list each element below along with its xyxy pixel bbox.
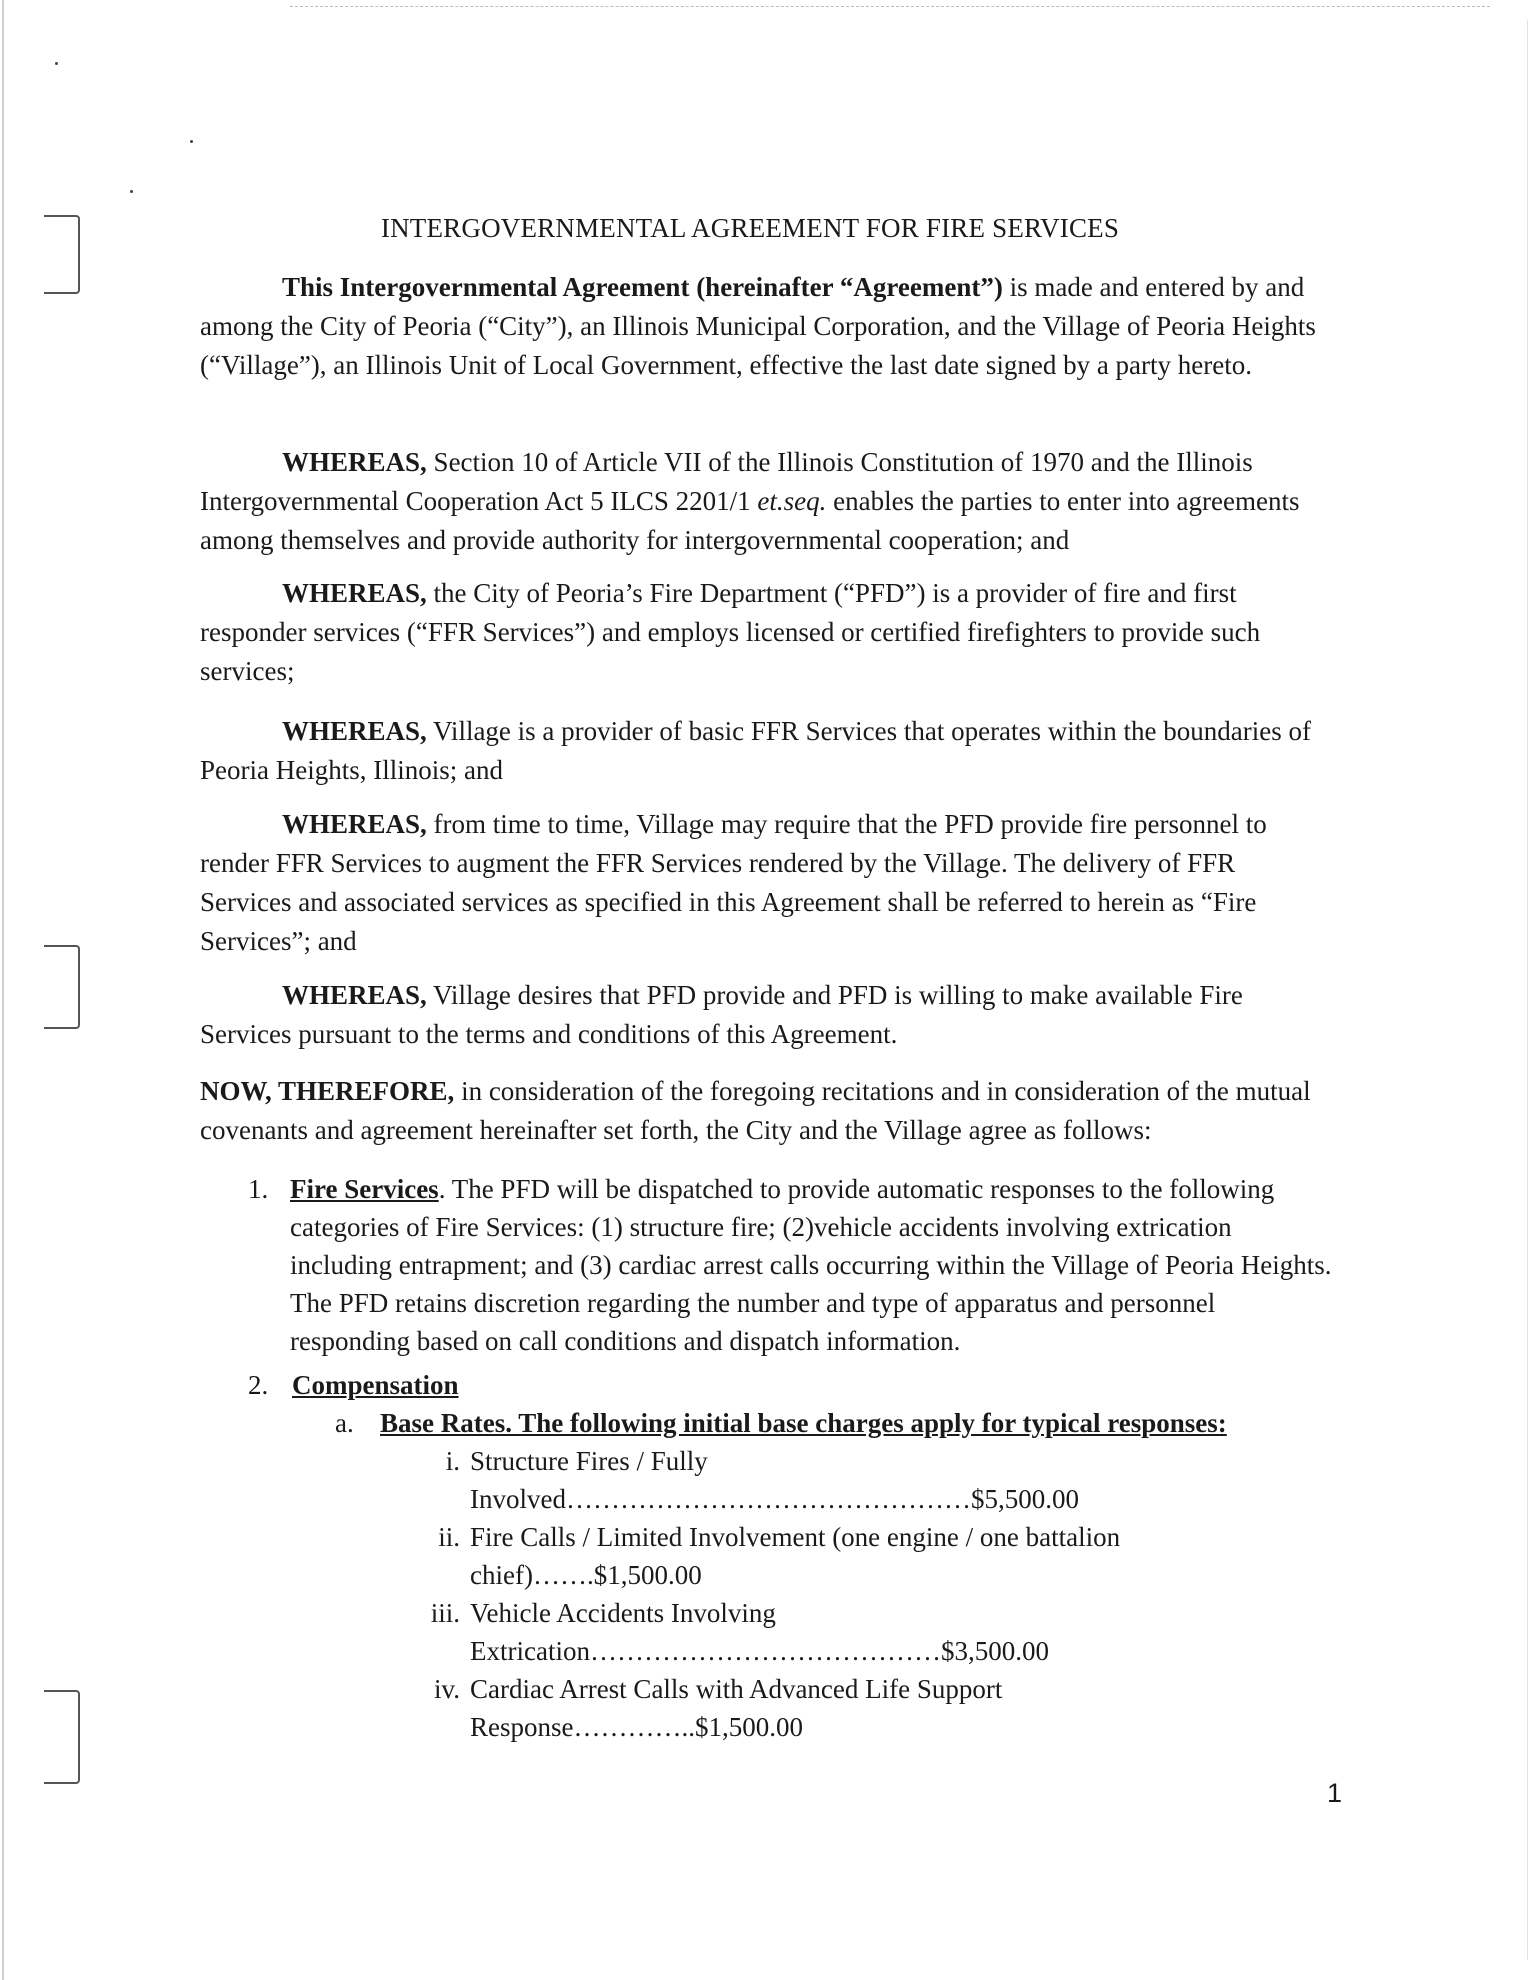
rate-line1: Cardiac Arrest Calls with Advanced Life Support — [470, 1674, 1003, 1704]
scan-speck — [55, 62, 58, 65]
whereas-italic: et.seq. — [757, 486, 827, 516]
scan-speck — [190, 140, 193, 143]
rate-number: i. — [445, 1446, 460, 1476]
intro-text: is made and entered by and among the City of Peoria (“City”), an Illinois Municipal Corporation, and the Village of Peoria Heights (“Village”), an Illinois Unit of Local Government, effective the last date signed by a party hereto. — [200, 272, 1316, 380]
scan-edge — [290, 6, 1490, 8]
whereas-paragraph — [200, 805, 1330, 961]
scan-speck — [130, 190, 133, 193]
punch-hole — [44, 1690, 80, 1784]
whereas-keyword: WHEREAS, — [282, 716, 427, 746]
whereas-text: Village desires that PFD provide and PFD is willing to make available Fire Services pursuant to the terms and conditions of this Agreement. — [200, 980, 1243, 1049]
rate-item — [470, 1594, 1270, 1670]
section-1-text: . The PFD will be dispatched to provide automatic responses to the following categories of Fire Services: (1) structure fire; (2)vehicle accidents involving extrication including entrapment; and (3) cardiac arrest calls occurring within the Village of Peoria Heights. The PFD retains discretion regarding the number and type of apparatus and personnel responding based on call conditions and dispatch information. — [290, 1174, 1332, 1356]
rate-line1: Fire Calls / Limited Involvement (one engine / one battalion — [470, 1522, 1121, 1552]
whereas-text: Section 10 of Article VII of the Illinois Constitution of 1970 and the Illinois Intergovernmental Cooperation Act 5 ILCS 2201/1 — [200, 447, 1253, 516]
subsection-a-heading: Base Rates. The following initial base charges apply for typical responses: — [380, 1408, 1227, 1438]
whereas-text: the City of Peoria’s Fire Department (“PFD”) is a provider of fire and first responder services (“FFR Services”) and employs licensed or certified firefighters to provide such services; — [200, 578, 1261, 686]
rate-line1: Vehicle Accidents Involving — [470, 1598, 776, 1628]
rate-item — [470, 1670, 1270, 1746]
rate-number: iv. — [434, 1674, 460, 1704]
whereas-keyword: WHEREAS, — [282, 809, 427, 839]
rate-item — [470, 1442, 1270, 1518]
punch-hole — [44, 945, 80, 1029]
whereas-keyword: WHEREAS, — [282, 447, 427, 477]
rate-number: ii. — [438, 1522, 460, 1552]
section-2-heading: Compensation — [292, 1370, 459, 1400]
whereas-tail: enables the parties to enter into agreements among themselves and provide authority for intergovernmental cooperation; and — [200, 486, 1300, 555]
rate-line2: chief)…….$1,500.00 — [470, 1560, 702, 1590]
scan-edge — [1527, 20, 1528, 1960]
section-2-number: 2. — [248, 1370, 269, 1400]
whereas-text: from time to time, Village may require that the PFD provide fire personnel to render FFR Services to augment the FFR Services rendered by the Village. The delivery of FFR Services and associated services as specified in this Agreement shall be referred to herein as “Fire Services”; and — [200, 809, 1267, 956]
whereas-paragraph — [200, 712, 1330, 790]
rate-line1: Structure Fires / Fully — [470, 1446, 708, 1476]
whereas-keyword: WHEREAS, — [282, 578, 427, 608]
rate-line2: Response…………..$1,500.00 — [470, 1712, 803, 1742]
rate-number: iii. — [430, 1598, 460, 1628]
whereas-text: Village is a provider of basic FFR Services that operates within the boundaries of Peoria Heights, Illinois; and — [200, 716, 1311, 785]
section-1-number: 1. — [248, 1174, 269, 1204]
page-number: 1 — [1326, 1778, 1342, 1808]
rate-item — [470, 1518, 1270, 1594]
subsection-a-number: a. — [335, 1408, 354, 1438]
therefore-paragraph — [200, 1072, 1330, 1150]
whereas-paragraph — [200, 976, 1330, 1054]
document-title: INTERGOVERNMENTAL AGREEMENT FOR FIRE SERVICES — [380, 213, 1120, 243]
intro-paragraph — [200, 268, 1330, 385]
rate-line2: Involved………………………………………$5,500.00 — [470, 1484, 1079, 1514]
whereas-paragraph — [200, 574, 1330, 691]
whereas-paragraph — [200, 443, 1330, 560]
therefore-text: in consideration of the foregoing recitations and in consideration of the mutual covenants and agreement hereinafter set forth, the City and the Village agree as follows: — [200, 1076, 1311, 1145]
intro-bold: This Intergovernmental Agreement (hereinafter “Agreement”) — [282, 272, 1003, 302]
scan-edge — [2, 0, 4, 1980]
section-1-heading: Fire Services — [290, 1174, 439, 1204]
whereas-keyword: WHEREAS, — [282, 980, 427, 1010]
therefore-bold: NOW, THEREFORE, — [200, 1076, 455, 1106]
section-1 — [290, 1170, 1340, 1360]
rate-line2: Extrication…………………………………$3,500.00 — [470, 1636, 1049, 1666]
